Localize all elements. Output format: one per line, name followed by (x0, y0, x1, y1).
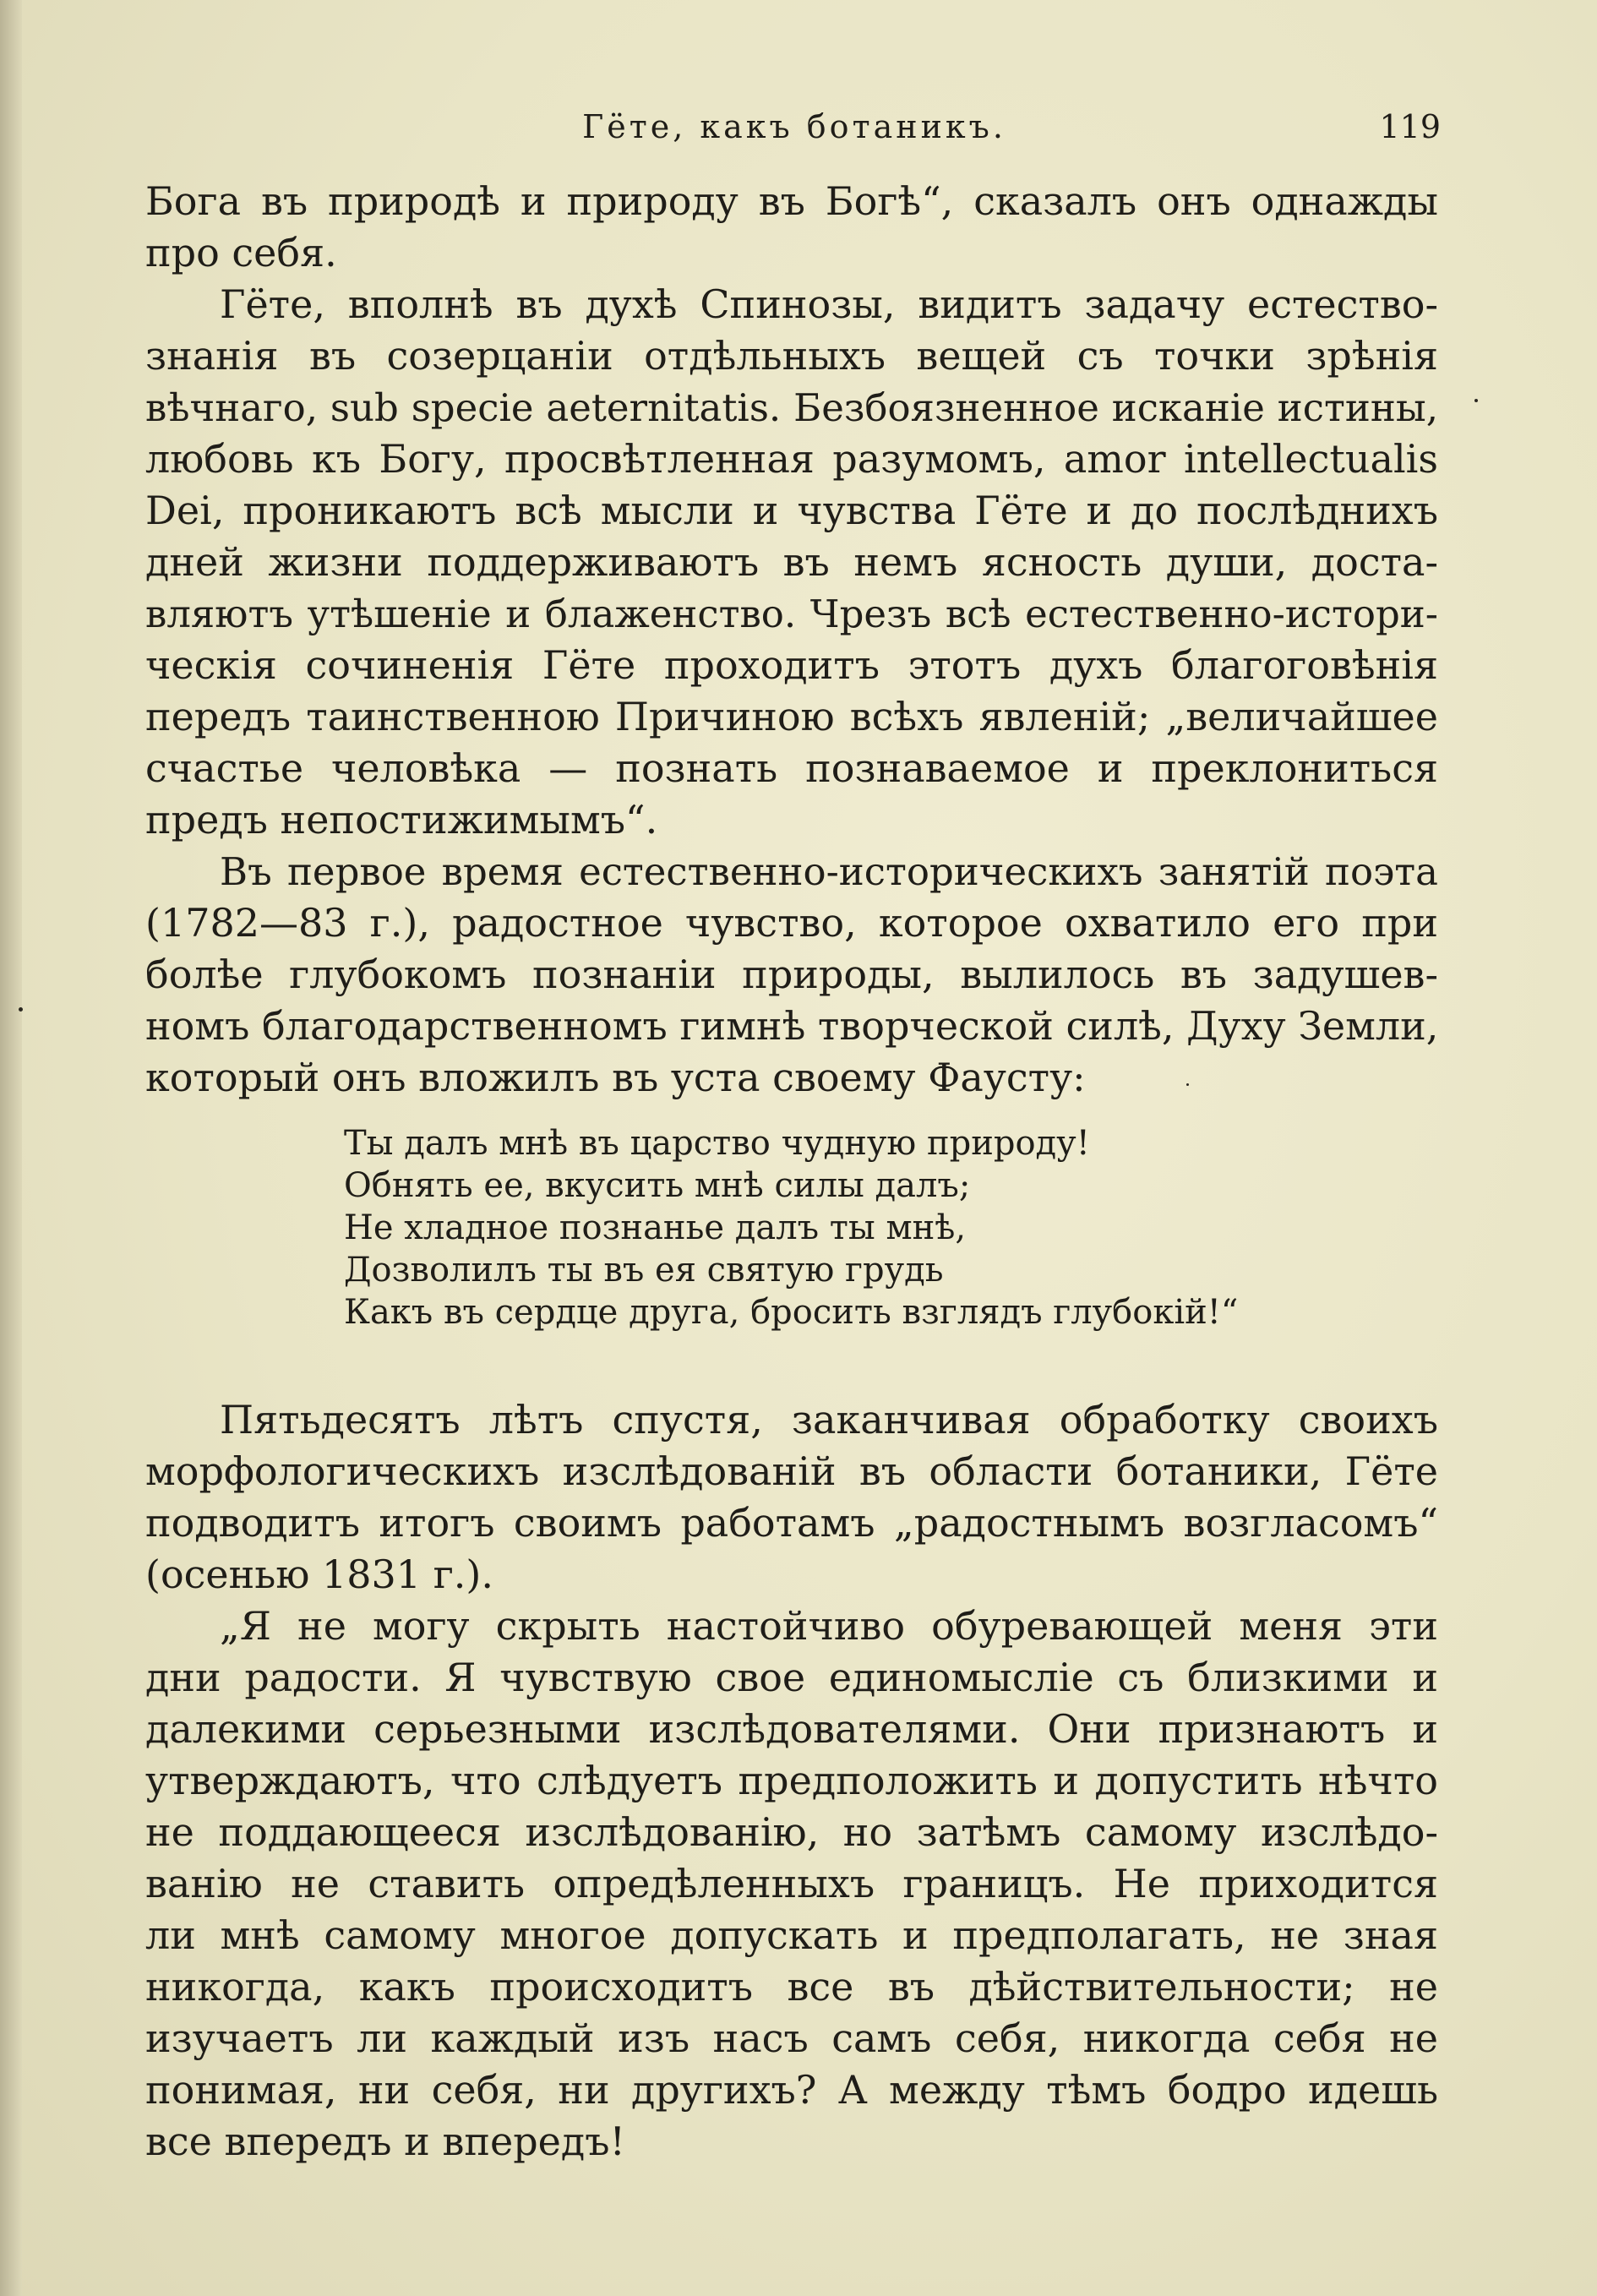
text-line: ческія сочиненія Гёте проходитъ этотъ духъ благоговѣнія (145, 642, 1438, 688)
page-edge-shadow (0, 0, 22, 2296)
page-number: 119 (1379, 108, 1441, 145)
text-line: все впередъ и впередъ! (145, 2119, 625, 2164)
verse-line: Обнять ее, вкусить мнѣ силы далъ; (344, 1166, 971, 1205)
text-line: передъ таинственною Причиною всѣхъ явленій; „величайшее (145, 694, 1438, 739)
paragraph-3 (145, 846, 1438, 1104)
text-line: Пятьдесятъ лѣтъ спустя, заканчивая обработку своихъ (220, 1397, 1438, 1442)
text-line: Гёте, вполнѣ въ духѣ Спинозы, видитъ задачу естество- (220, 281, 1438, 327)
text-line: про себя. (145, 230, 337, 275)
text-line: счастье человѣка — познать познаваемое и преклониться (145, 745, 1438, 791)
text-line: любовь къ Богу, просвѣтленная разумомъ, amor intellectualis (145, 436, 1438, 482)
text-line: понимая, ни себя, ни другихъ? А между тѣмъ бодро идешь (145, 2067, 1438, 2113)
text-line: вѣчнаго, sub specie aeternitatis. Безбоязненное исканіе истины, (145, 385, 1438, 430)
print-speck (1186, 1083, 1189, 1086)
paragraph-2 (145, 279, 1438, 846)
text-line: далекими серьезными изслѣдователями. Они признаютъ и (145, 1706, 1438, 1752)
text-line: „Я не могу скрыть настойчиво обуревающей меня эти (220, 1603, 1438, 1649)
text-line: (1782—83 г.), радостное чувство, которое охватило его при (145, 900, 1438, 946)
print-speck (1474, 399, 1478, 402)
text-line: подводитъ итогъ своимъ работамъ „радостнымъ возгласомъ“ (145, 1500, 1438, 1546)
verse-quote (145, 1122, 1438, 1333)
text-line: знанія въ созерцаніи отдѣльныхъ вещей съ точки зрѣнія (145, 333, 1438, 379)
text-line: ванію не ставить опредѣленныхъ границъ. Не приходится (145, 1861, 1438, 1906)
text-line: который онъ вложилъ въ уста своему Фаусту: (145, 1055, 1086, 1100)
text-line: предъ непостижимымъ“. (145, 797, 658, 843)
text-line: дней жизни поддерживаютъ въ немъ ясность души, доста- (145, 539, 1438, 585)
text-line: утверждаютъ, что слѣдуетъ предположить и допустить нѣчто (145, 1758, 1438, 1803)
text-line: не поддающееся изслѣдованію, но затѣмъ самому изслѣдо- (145, 1809, 1438, 1855)
verse-line: Дозволилъ ты въ ея святую грудь (344, 1251, 944, 1290)
text-line: Dei, проникаютъ всѣ мысли и чувства Гёте и до послѣднихъ (145, 488, 1438, 533)
running-title: Гёте, какъ ботаникъ. (582, 108, 1006, 145)
text-line: Бога въ природѣ и природу въ Богѣ“, сказалъ онъ однажды (145, 178, 1438, 224)
paragraph-1 (145, 176, 1438, 279)
verse-line: Ты далъ мнѣ въ царство чудную природу! (344, 1124, 1090, 1163)
text-line: (осенью 1831 г.). (145, 1552, 493, 1597)
text-line: номъ благодарственномъ гимнѣ творческой силѣ, Духу Земли, (145, 1003, 1439, 1049)
verse-line: Не хладное познанье далъ ты мнѣ, (344, 1208, 967, 1247)
text-line: дни радости. Я чувствую свое единомысліе съ близкими и (145, 1655, 1438, 1700)
text-line: болѣе глубокомъ познаніи природы, вылилось въ задушев- (145, 952, 1438, 997)
text-line: Въ первое время естественно-историческихъ занятій поэта (220, 849, 1438, 894)
page-header (148, 108, 1441, 159)
text-line: ли мнѣ самому многое допускать и предполагать, не зная (145, 1912, 1438, 1958)
verse-line: Какъ въ сердце друга, бросить взглядъ глубокій!“ (344, 1293, 1239, 1332)
text-line: вляютъ утѣшеніе и блаженство. Чрезъ всѣ естественно-истори- (145, 592, 1438, 636)
text-line: никогда, какъ происходитъ все въ дѣйствительности; не (145, 1964, 1438, 2010)
paragraph-4 (145, 1394, 1438, 1601)
print-speck (19, 1007, 23, 1012)
page-body (145, 176, 1438, 2168)
text-line: морфологическихъ изслѣдованій въ области ботаники, Гёте (145, 1448, 1438, 1494)
text-line: изучаетъ ли каждый изъ насъ самъ себя, никогда себя не (145, 2015, 1438, 2061)
paragraph-5 (145, 1601, 1438, 2168)
